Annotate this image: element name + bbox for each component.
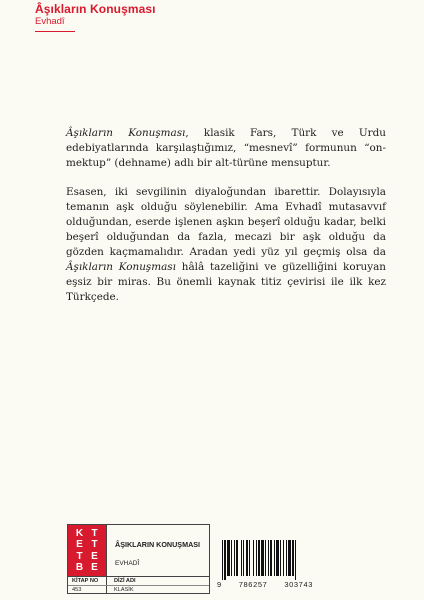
blurb-paragraph-1: [66, 126, 386, 171]
blurb-text: Esasen, iki sevgilinin diyaloğundan ibarettir. Dolayısıyla temanın aşk olduğu söylenebilir. Ama Evhadî mutasavvıf olduğundan, eserde işlenen aşkın beşerî olduğu kadar, belki beşerî olduğundan da fazla, mecazi bir aşk olduğu da gözden kaçmamalıdır. Aradan yedi yüz yıl geçmiş olsa da: [66, 186, 386, 258]
isbn-number: [217, 580, 313, 589]
info-box-author: EVHADÎ: [115, 560, 140, 567]
isbn-part: 303743: [284, 580, 313, 589]
header-rule: [35, 31, 75, 32]
blurb-paragraph-2: [66, 185, 386, 305]
divider: [68, 576, 209, 577]
book-title: Âşıkların Konuşması: [35, 2, 156, 16]
blurb-text: hâlâ tazeliğini ve güzelliğini koruyan eşsiz bir miras. Bu önemli kaynak titiz çevirisi ile ilk kez Türkçede.: [66, 261, 386, 303]
isbn-part: 786257: [238, 580, 268, 589]
book-number-value: 453: [72, 587, 82, 593]
isbn-part: 9: [217, 580, 222, 589]
book-info-box: [67, 524, 210, 594]
book-author: Evhadî: [35, 16, 65, 27]
blurb-text: , klasik Fars, Türk ve Urdu edebiyatlarında karşılaştığımız, “mesnevî” formunun “on-mektup” (dehname) adlı bir alt-türüne mensuptur.: [66, 127, 386, 169]
book-number-label: KİTAP NO: [72, 578, 99, 584]
divider: [68, 585, 209, 586]
italic-title: Âşıkların Konuşması: [66, 127, 186, 139]
series-name-value: KLASİK: [114, 587, 134, 593]
barcode-bars: [220, 540, 310, 580]
series-name-label: DİZİ ADI: [114, 578, 136, 584]
italic-title: Âşıkların Konuşması: [66, 261, 176, 273]
back-cover-blurb: [66, 126, 386, 319]
info-box-title: ÂŞIKLARIN KONUŞMASI: [115, 540, 201, 549]
publisher-logo: K T E T T E B E: [68, 525, 106, 576]
divider: [106, 525, 107, 593]
header: [35, 2, 156, 28]
